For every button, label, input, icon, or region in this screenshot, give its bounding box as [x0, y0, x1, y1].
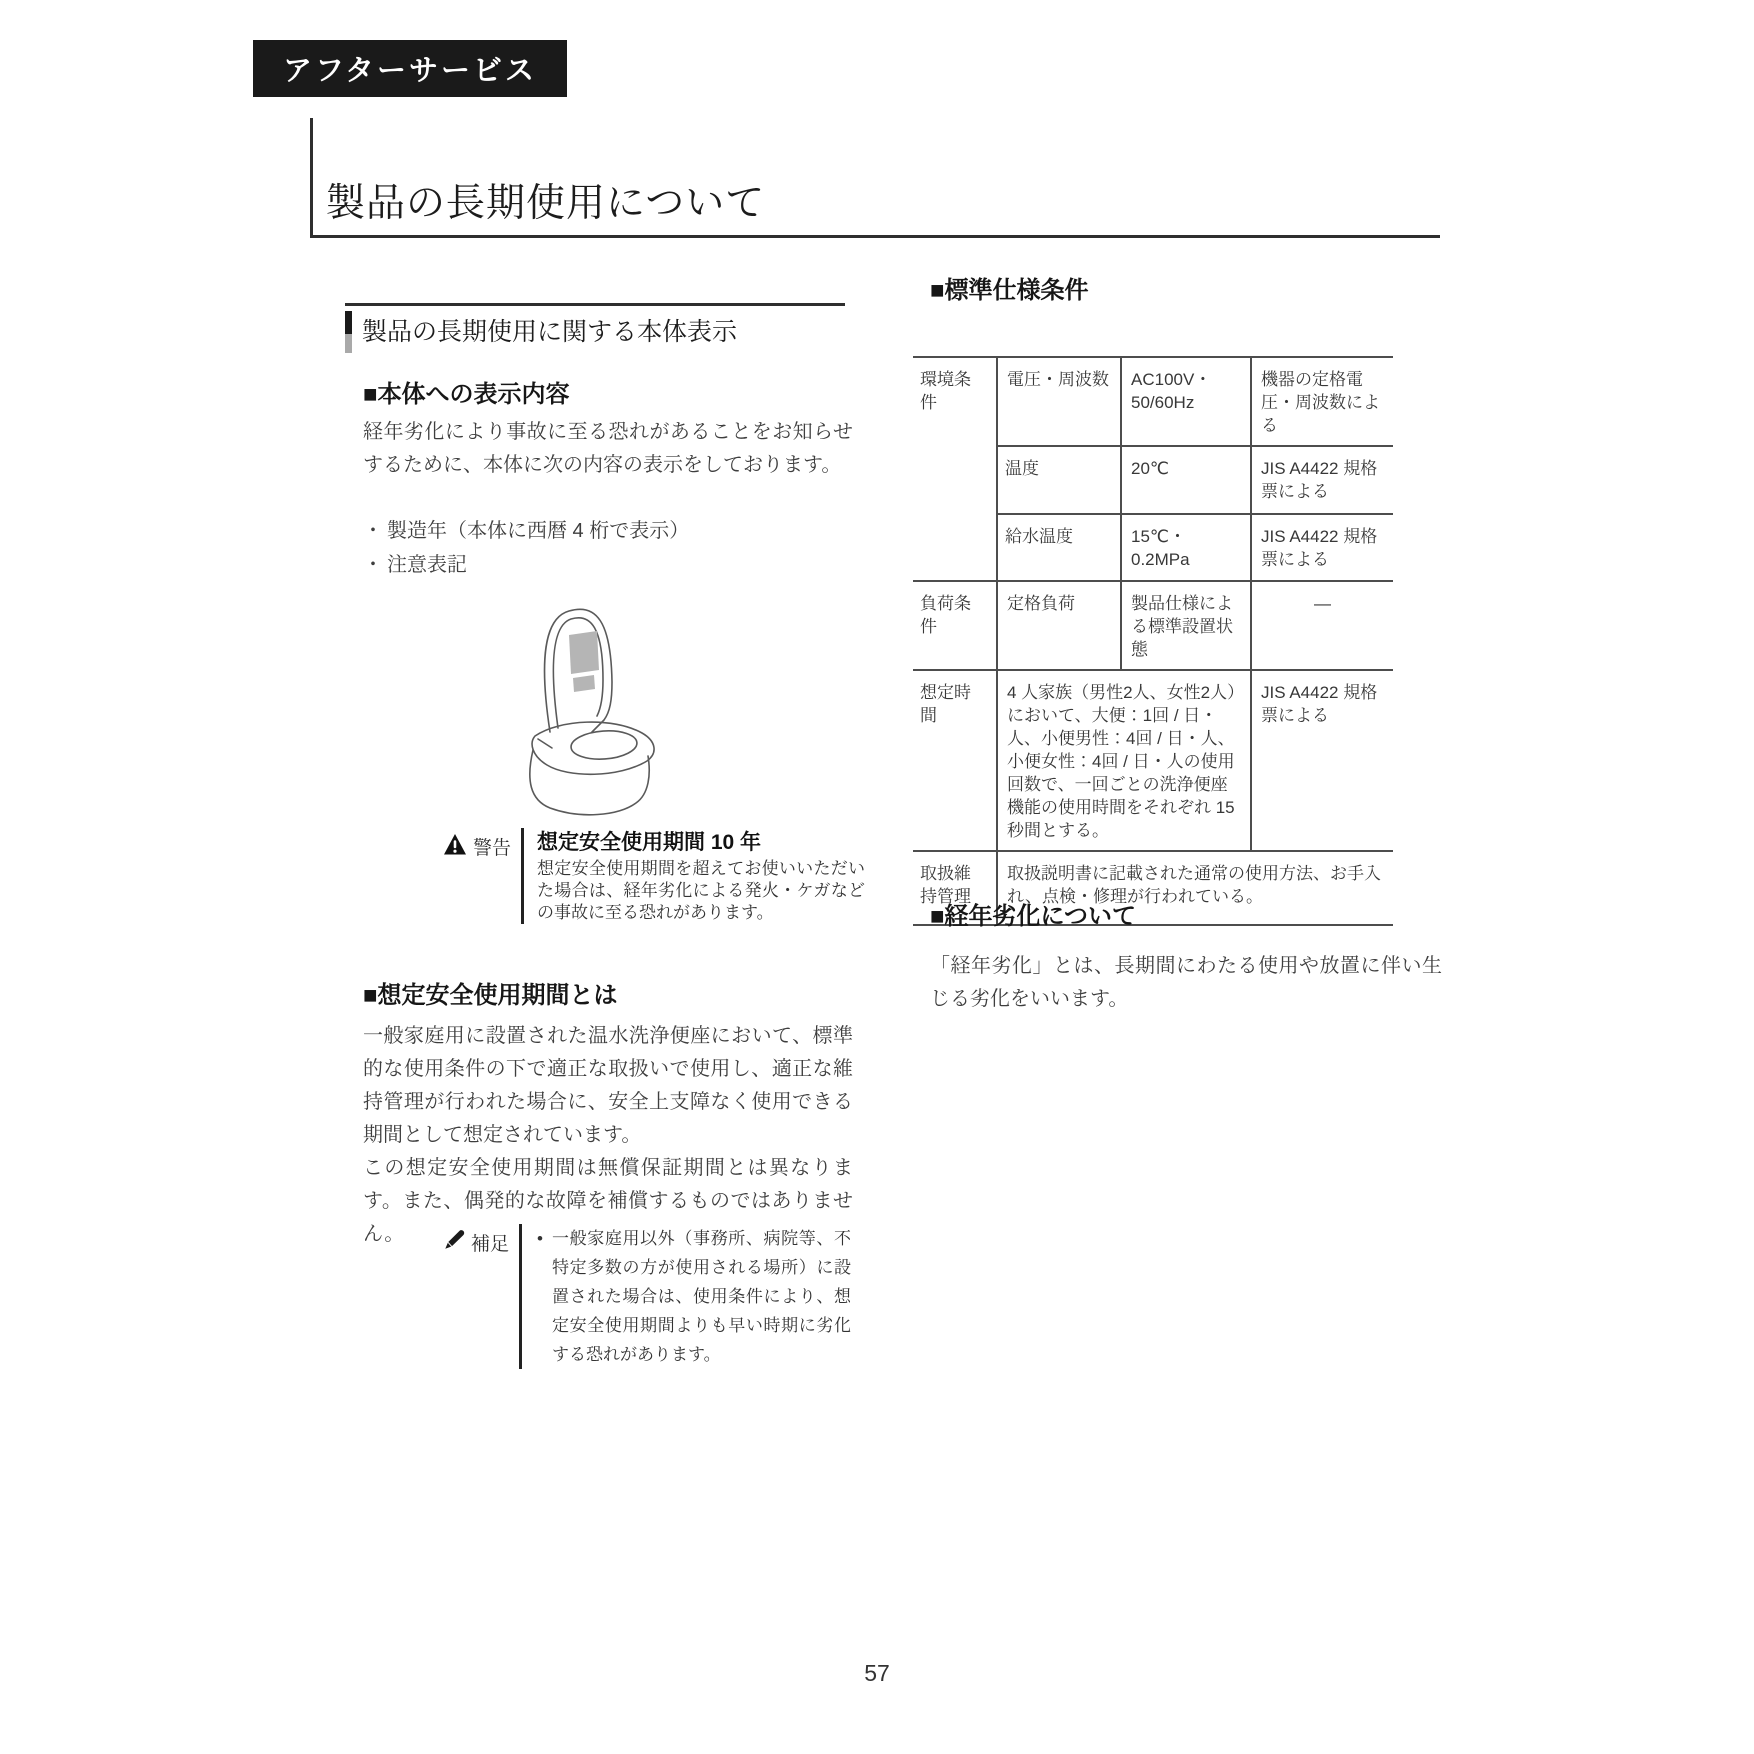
- spec-conditions-heading: ■標準仕様条件: [930, 277, 1089, 304]
- page-title: 製品の長期使用について: [326, 182, 766, 225]
- table-cell: 電圧・周波数: [997, 357, 1121, 446]
- table-row: [913, 581, 1393, 670]
- aging-body: 「経年劣化」とは、長期間にわたる使用や放置に伴い生じる劣化をいいます。: [930, 955, 1442, 1010]
- pencil-icon: [443, 1229, 465, 1251]
- table-cell: 機器の定格電圧・周波数による: [1251, 357, 1393, 446]
- table-cell: JIS A4422 規格票による: [1251, 670, 1393, 851]
- table-cell: 温度: [997, 446, 1121, 514]
- section-heading-box: [345, 303, 845, 353]
- note-body: • 一般家庭用以外（事務所、病院等、不特定多数の方が使用される場所）に設置された場合は、使用条件により、想定安全使用期間よりも早い時期に劣化する恐れがあります。: [535, 1224, 851, 1369]
- table-cell: 4 人家族（男性2人、女性2人）において、大便：1回 / 日・人、小便男性：4回 / 日・人、小便女性：4回 / 日・人の使用回数で、一回ごとの洗浄便座機能の使用時間をそれぞれ 15 秒間とする。: [997, 670, 1251, 851]
- table-cell: AC100V・50/60Hz: [1121, 357, 1251, 446]
- list-item: ・ 注意表記: [363, 548, 853, 582]
- aging-heading: ■経年劣化について: [930, 903, 1137, 930]
- table-cell: 製品仕様による標準設置状態: [1121, 581, 1251, 670]
- safe-period-heading: ■想定安全使用期間とは: [363, 982, 618, 1009]
- warning-title: 想定安全使用期間 10 年: [537, 831, 762, 854]
- section-banner-label: アフターサービス: [283, 55, 537, 87]
- safe-period-body-2: この想定安全使用期間は無償保証期間とは異なります。また、偶発的な故障を補償するものではありません。: [363, 1157, 853, 1245]
- warning-label-group: [443, 828, 511, 924]
- display-contents-list: [363, 514, 853, 582]
- display-contents-body: 経年劣化により事故に至る恐れがあることをお知らせするために、本体に次の内容の表示をしております。: [363, 421, 853, 476]
- note-label: 補足: [471, 1234, 510, 1255]
- table-cell: 20℃: [1121, 446, 1251, 514]
- table-cell: 負荷条件: [913, 581, 997, 670]
- note-box: [443, 1224, 852, 1369]
- note-label-group: [443, 1224, 509, 1369]
- title-rule: [310, 235, 1440, 238]
- warning-content: [521, 828, 871, 924]
- section-heading-accent-bar: [345, 311, 352, 353]
- table-cell: JIS A4422 規格票による: [1251, 514, 1393, 581]
- spec-table: [913, 356, 1393, 926]
- safe-period-body-1: 一般家庭用に設置された温水洗浄便座において、標準的な使用条件の下で適正な取扱いで使用し、適正な維持管理が行われた場合に、安全上支障なく使用できる期間として想定されています。: [363, 1025, 853, 1146]
- list-item: ・ 製造年（本体に西暦 4 桁で表示）: [363, 514, 853, 548]
- warning-label: 警告: [473, 838, 512, 859]
- table-cell: 給水温度: [997, 514, 1121, 581]
- table-cell: 環境条件: [913, 357, 997, 581]
- warning-body: 想定安全使用期間を超えてお使いいただいた場合は、経年劣化による発火・ケガなどの事故に至る恐れがあります。: [537, 859, 866, 922]
- table-cell: 想定時間: [913, 670, 997, 851]
- table-cell: 定格負荷: [997, 581, 1121, 670]
- table-cell: 15℃・0.2MPa: [1121, 514, 1251, 581]
- section-heading: 製品の長期使用に関する本体表示: [362, 318, 738, 346]
- warning-icon: [443, 833, 467, 856]
- table-cell: —: [1251, 581, 1393, 670]
- note-content: [519, 1224, 852, 1369]
- section-banner: [253, 40, 567, 97]
- table-cell: JIS A4422 規格票による: [1251, 446, 1393, 514]
- warning-box: [443, 828, 871, 924]
- toilet-illustration: [498, 588, 693, 818]
- page-number: 57: [864, 1660, 890, 1686]
- title-accent-bar: [310, 118, 313, 236]
- table-row: [913, 670, 1393, 851]
- table-cell: 取扱説明書に記載された通常の使用方法、お手入れ、点検・修理が行われている。: [997, 851, 1393, 925]
- display-contents-heading: ■本体への表示内容: [363, 381, 570, 408]
- table-cell: 取扱維持管理: [913, 851, 997, 925]
- table-row: [913, 357, 1393, 446]
